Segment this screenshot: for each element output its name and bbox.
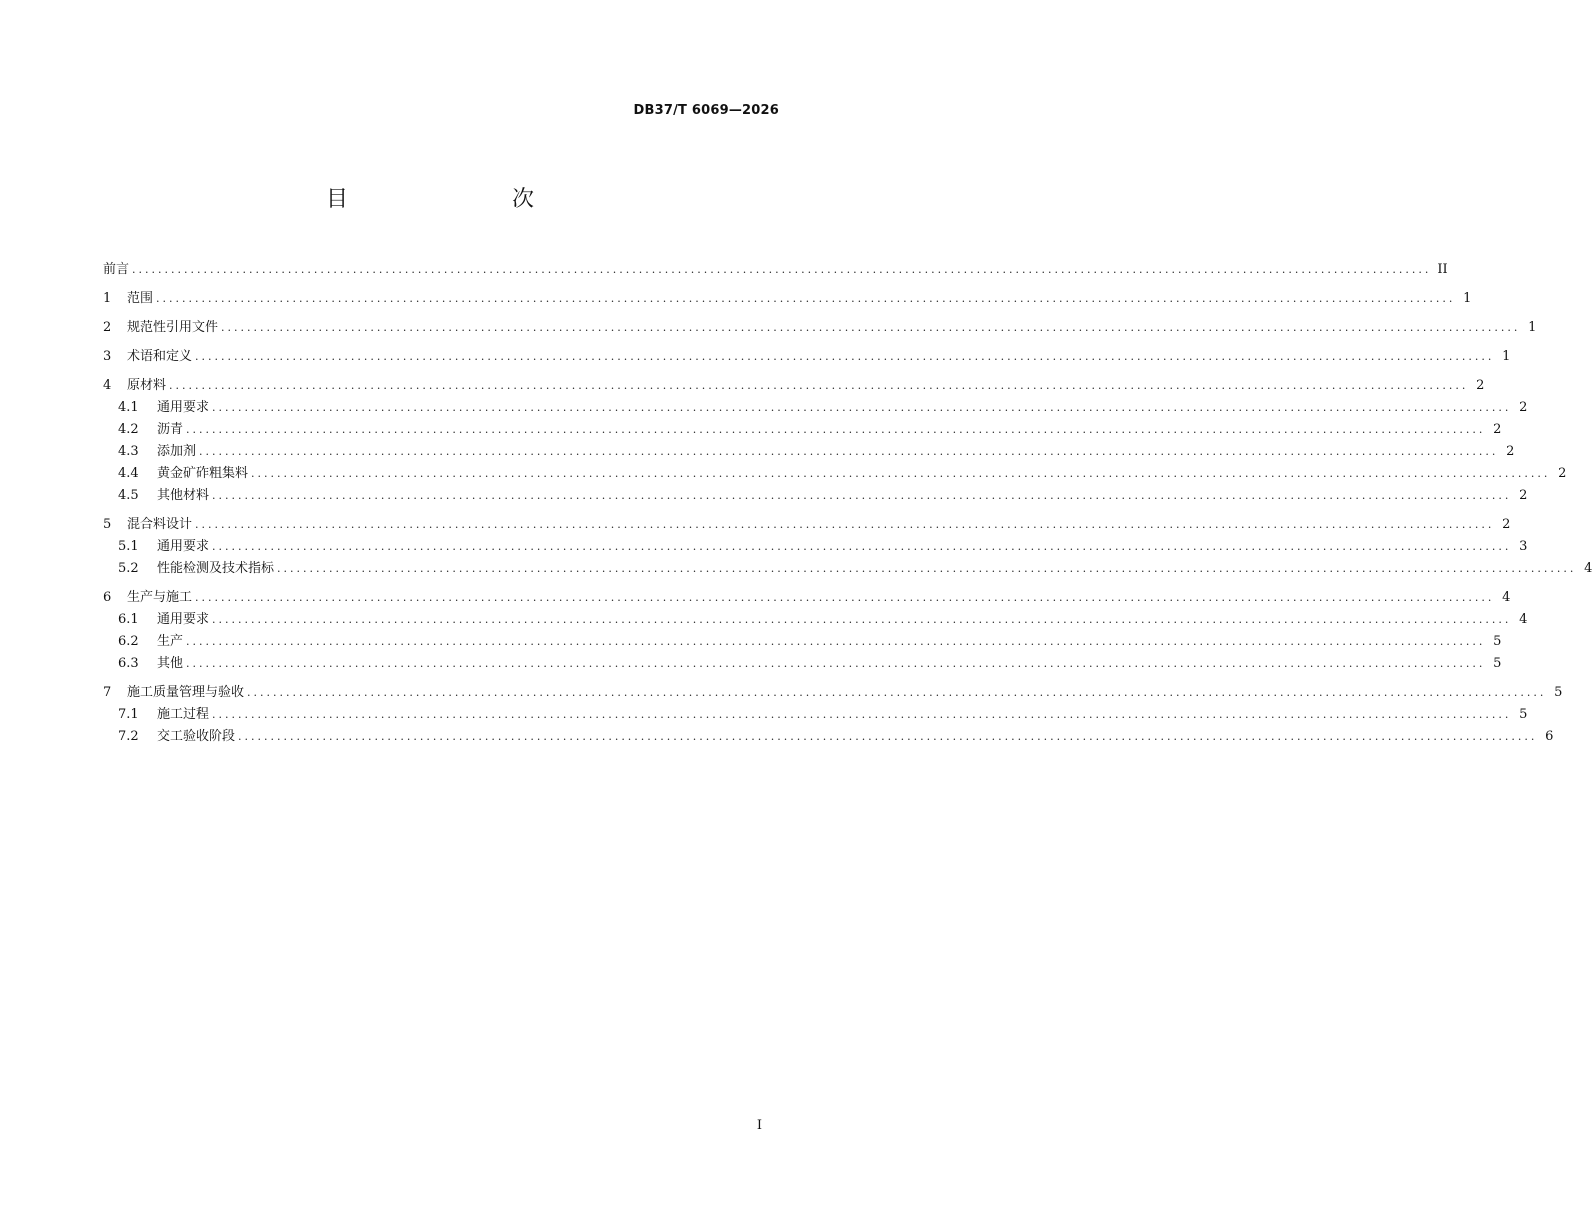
- toc-entry-number: 1: [103, 291, 112, 306]
- toc-entry-label: 术语和定义: [127, 349, 193, 364]
- toc-entry-number: 6.1: [118, 612, 139, 627]
- toc-entry-page: 4: [1584, 561, 1592, 576]
- toc-entry[interactable]: [103, 558, 1592, 580]
- toc-entry-number: 5: [103, 517, 112, 532]
- toc-entry-number: 7.1: [118, 707, 139, 722]
- toc-entry-label: 添加剂: [157, 444, 197, 459]
- toc-entry-page: 5: [1493, 634, 1502, 649]
- toc-dot-leader: ........................................................................................................................................................................................................: [199, 445, 1499, 458]
- toc-entry[interactable]: [103, 288, 1472, 310]
- toc-entry-label: 交工验收阶段: [157, 729, 236, 744]
- toc-entry-label: 施工质量管理与验收: [127, 685, 245, 700]
- toc-entry-page: 2: [1506, 444, 1515, 459]
- toc-dot-leader: ........................................................................................................................................................................................................: [169, 379, 1469, 392]
- toc-entry[interactable]: [103, 704, 1528, 726]
- toc-entry-page: 4: [1502, 590, 1511, 605]
- toc-dot-leader: ........................................................................................................................................................................................................: [186, 657, 1486, 670]
- toc-entry-page: 5: [1519, 707, 1528, 722]
- toc-dot-leader: ........................................................................................................................................................................................................: [212, 489, 1512, 502]
- toc-entry[interactable]: [103, 463, 1567, 485]
- toc-entry-number: 2: [103, 320, 112, 335]
- toc-entry-label: 通用要求: [157, 539, 210, 554]
- toc-entry[interactable]: [103, 587, 1511, 609]
- toc-entry-number: 4: [103, 378, 112, 393]
- toc-entry-label: 范围: [127, 291, 154, 306]
- table-of-contents: [103, 259, 1592, 748]
- toc-entry-number: 3: [103, 349, 112, 364]
- document-code: DB37/T 6069—2026: [633, 103, 779, 118]
- toc-entry-number: 6: [103, 590, 112, 605]
- toc-entry-number: 4.4: [118, 466, 139, 481]
- toc-entry-page: 1: [1502, 349, 1511, 364]
- toc-entry[interactable]: [103, 726, 1554, 748]
- toc-entry-label: 其他: [157, 656, 184, 671]
- toc-entry[interactable]: [103, 375, 1485, 397]
- toc-entry[interactable]: [103, 346, 1511, 368]
- toc-dot-leader: ........................................................................................................................................................................................................: [212, 613, 1512, 626]
- toc-entry-label: 黄金矿砟粗集料: [157, 466, 249, 481]
- toc-entry-page: 3: [1519, 539, 1528, 554]
- toc-entry[interactable]: [103, 536, 1528, 558]
- toc-entry-number: 4.1: [118, 400, 139, 415]
- toc-entry-label: 原材料: [127, 378, 167, 393]
- toc-entry-label: 规范性引用文件: [127, 320, 219, 335]
- toc-entry[interactable]: [103, 682, 1563, 704]
- toc-entry-label: 生产与施工: [127, 590, 193, 605]
- toc-entry-page: 4: [1519, 612, 1528, 627]
- toc-dot-leader: ........................................................................................................................................................................................................: [251, 467, 1551, 480]
- toc-entry-number: 6.3: [118, 656, 139, 671]
- toc-dot-leader: ........................................................................................................................................................................................................: [277, 562, 1577, 575]
- page-number: I: [756, 1118, 762, 1133]
- toc-entry-number: 7.2: [118, 729, 139, 744]
- toc-entry-page: 2: [1493, 422, 1502, 437]
- toc-entry[interactable]: [103, 317, 1537, 339]
- toc-dot-leader: ........................................................................................................................................................................................................: [212, 540, 1512, 553]
- toc-dot-leader: ........................................................................................................................................................................................................: [195, 591, 1495, 604]
- toc-entry-page: 2: [1476, 378, 1485, 393]
- toc-entry-number: 4.2: [118, 422, 139, 437]
- toc-entry[interactable]: [103, 653, 1502, 675]
- toc-entry-label: 混合料设计: [127, 517, 193, 532]
- toc-dot-leader: ........................................................................................................................................................................................................: [238, 730, 1538, 743]
- toc-entry-label: 其他材料: [157, 488, 210, 503]
- toc-dot-leader: ........................................................................................................................................................................................................: [186, 423, 1486, 436]
- toc-entry-label: 沥青: [157, 422, 184, 437]
- toc-entry-number: 7: [103, 685, 112, 700]
- toc-dot-leader: ........................................................................................................................................................................................................: [212, 708, 1512, 721]
- toc-entry-page: 2: [1558, 466, 1567, 481]
- toc-entry-page: 1: [1463, 291, 1472, 306]
- toc-entry[interactable]: [103, 397, 1528, 419]
- toc-entry-page: 1: [1528, 320, 1537, 335]
- toc-entry[interactable]: [103, 609, 1528, 631]
- toc-entry-number: 4.5: [118, 488, 139, 503]
- toc-entry-label: 通用要求: [157, 400, 210, 415]
- toc-entry-label: 前言: [103, 262, 130, 277]
- toc-dot-leader: ........................................................................................................................................................................................................: [195, 350, 1495, 363]
- toc-dot-leader: ........................................................................................................................................................................................................: [247, 686, 1547, 699]
- toc-dot-leader: ........................................................................................................................................................................................................: [156, 292, 1456, 305]
- toc-entry-page: 5: [1554, 685, 1563, 700]
- toc-dot-leader: ........................................................................................................................................................................................................: [221, 321, 1521, 334]
- toc-title: 目 次: [325, 187, 574, 212]
- toc-entry-number: 5.1: [118, 539, 139, 554]
- toc-dot-leader: ........................................................................................................................................................................................................: [212, 401, 1512, 414]
- toc-entry-number: 4.3: [118, 444, 139, 459]
- toc-entry[interactable]: [103, 259, 1448, 281]
- toc-entry-page: 2: [1519, 488, 1528, 503]
- toc-entry-label: 生产: [157, 634, 184, 649]
- toc-dot-leader: ........................................................................................................................................................................................................: [132, 263, 1432, 276]
- toc-dot-leader: ........................................................................................................................................................................................................: [186, 635, 1486, 648]
- toc-entry-page: 2: [1519, 400, 1528, 415]
- toc-entry-page: II: [1437, 262, 1448, 277]
- toc-entry-number: 5.2: [118, 561, 139, 576]
- toc-entry[interactable]: [103, 631, 1502, 653]
- toc-entry-label: 施工过程: [157, 707, 210, 722]
- toc-entry[interactable]: [103, 514, 1511, 536]
- toc-entry-number: 6.2: [118, 634, 139, 649]
- toc-entry[interactable]: [103, 485, 1528, 507]
- toc-entry-page: 6: [1545, 729, 1554, 744]
- toc-entry-page: 2: [1502, 517, 1511, 532]
- toc-entry-label: 通用要求: [157, 612, 210, 627]
- toc-dot-leader: ........................................................................................................................................................................................................: [195, 518, 1495, 531]
- toc-entry[interactable]: [103, 419, 1502, 441]
- toc-entry-label: 性能检测及技术指标: [157, 561, 275, 576]
- toc-entry-page: 5: [1493, 656, 1502, 671]
- toc-entry[interactable]: [103, 441, 1515, 463]
